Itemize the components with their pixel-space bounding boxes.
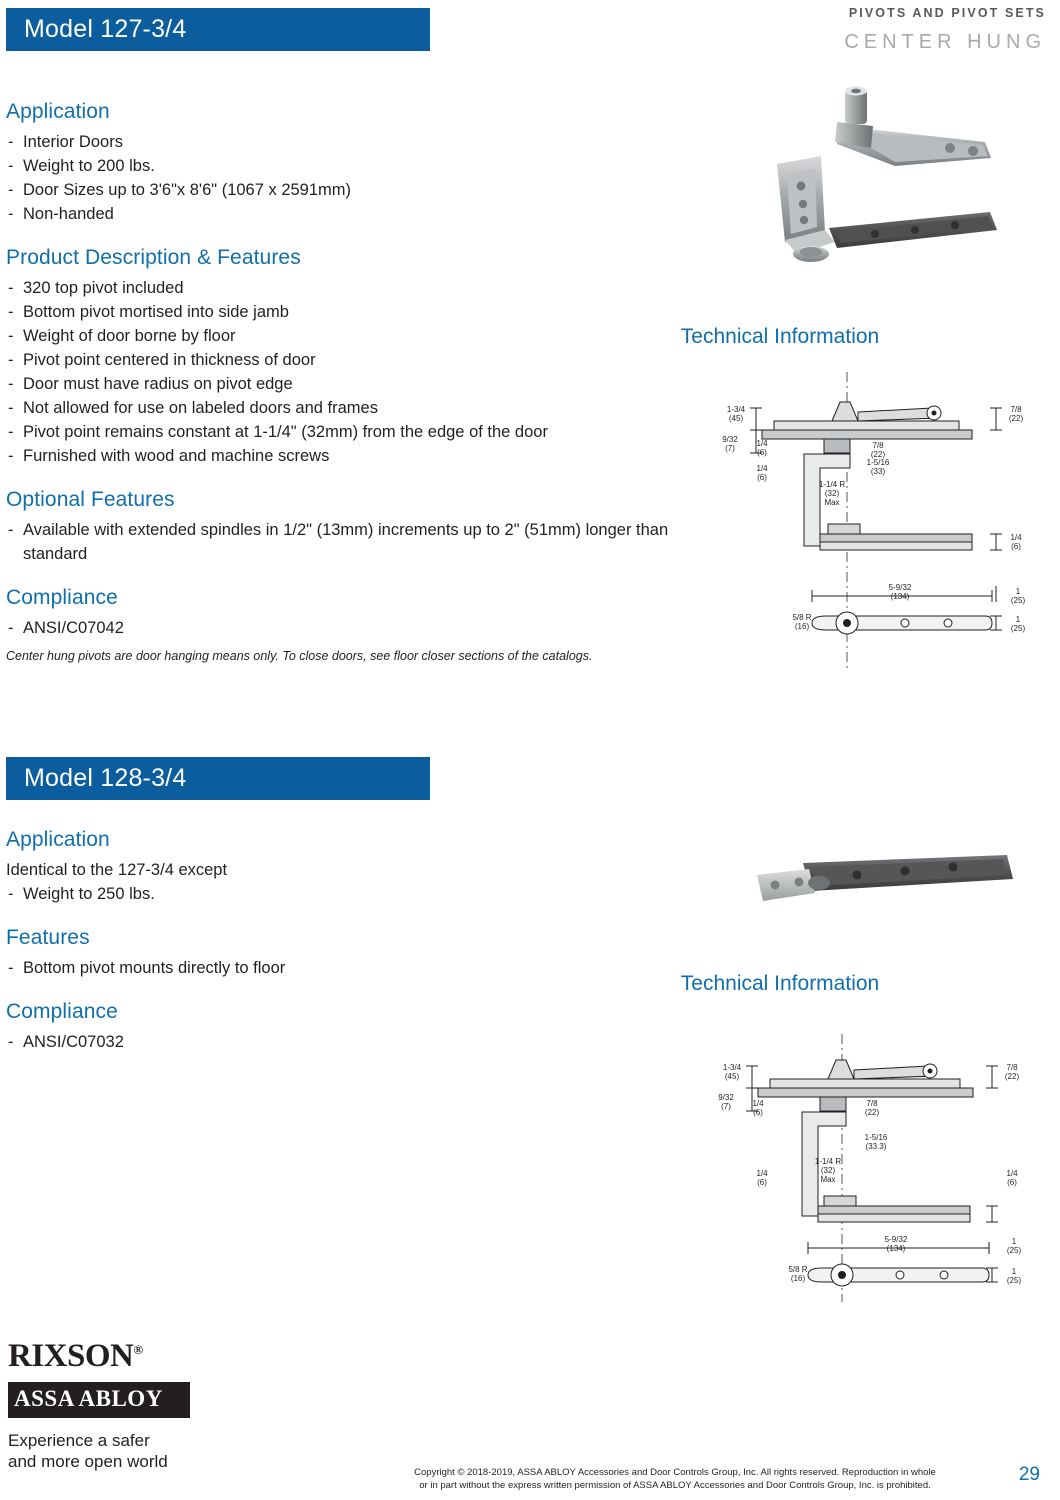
svg-text:(25): (25): [1006, 1246, 1022, 1255]
list-item: - Weight to 200 lbs.: [6, 154, 716, 178]
svg-text:(22): (22): [1004, 1072, 1020, 1081]
svg-text:(22): (22): [1008, 414, 1024, 423]
features-heading-1: Product Description & Features: [6, 246, 301, 269]
svg-text:(22): (22): [864, 1108, 880, 1117]
center-hung-note: Center hung pivots are door hanging means only. To close doors, see floor closer sections of the catalogs.: [6, 649, 593, 663]
svg-text:1/4: 1/4: [756, 464, 768, 473]
svg-text:(7): (7): [721, 1102, 731, 1111]
list-item: - Not allowed for use on labeled doors and frames: [6, 396, 716, 420]
svg-text:1/4: 1/4: [756, 1169, 768, 1178]
svg-text:1-5/16: 1-5/16: [864, 1133, 888, 1142]
technical-drawing-127: [700, 368, 1050, 678]
header-title: CENTER HUNG: [844, 31, 1046, 53]
svg-text:(22): (22): [870, 450, 886, 459]
svg-text:(45): (45): [728, 414, 744, 423]
list-item: - ANSI/C07032: [6, 1030, 716, 1054]
svg-text:(134): (134): [886, 1244, 906, 1253]
model-127-text-column: [6, 100, 716, 664]
rixson-logo: RIXSON®: [8, 1338, 143, 1374]
svg-text:5-9/32: 5-9/32: [884, 1235, 908, 1244]
features-heading-2: Features: [6, 926, 90, 949]
svg-text:1/4: 1/4: [756, 439, 768, 448]
svg-text:5-9/32: 5-9/32: [888, 583, 912, 592]
svg-text:(25): (25): [1010, 596, 1026, 605]
svg-text:1/4: 1/4: [752, 1099, 764, 1108]
product-photo-128: [745, 845, 1035, 925]
svg-text:7/8: 7/8: [1006, 1063, 1018, 1072]
footer-tagline: [8, 1430, 208, 1472]
svg-text:1/4: 1/4: [1010, 533, 1022, 542]
svg-text:9/32: 9/32: [722, 435, 738, 444]
compliance-list-1: [6, 616, 716, 640]
tagline-line-1: Experience a safer: [8, 1431, 150, 1450]
svg-text:(6): (6): [757, 473, 767, 482]
svg-text:(33.3): (33.3): [865, 1142, 887, 1151]
compliance-list-2: [6, 1030, 716, 1054]
optional-features-list-1: [6, 518, 716, 566]
svg-text:1-5/16: 1-5/16: [866, 458, 890, 467]
dim-label: 1-3/4: [726, 405, 746, 414]
page-header: [844, 6, 1046, 54]
compliance-heading-2: Compliance: [6, 1000, 118, 1023]
registered-mark: ®: [133, 1342, 143, 1357]
model-128-text-column: [6, 828, 716, 1074]
list-item: - Bottom pivot mortised into side jamb: [6, 300, 716, 324]
svg-text:(6): (6): [753, 1108, 763, 1117]
application-intro: Identical to the 127-3/4 except: [6, 861, 228, 879]
svg-text:Max: Max: [824, 498, 840, 507]
list-item: - Door Sizes up to 3'6"x 8'6" (1067 x 2591mm): [6, 178, 716, 202]
optional-features-heading-1: Optional Features: [6, 488, 175, 511]
technical-information-heading-1: Technical Information: [680, 325, 880, 348]
svg-text:7/8: 7/8: [1010, 405, 1022, 414]
tagline-line-2: and more open world: [8, 1452, 168, 1471]
copyright-line-2: or in part without the express written permission of ASSA ABLOY Accessories and Door Controls Group, Inc. is prohibited.: [419, 1480, 931, 1491]
svg-text:(32): (32): [820, 1166, 836, 1175]
list-item: - Weight of door borne by floor: [6, 324, 716, 348]
list-item: - Pivot point centered in thickness of door: [6, 348, 716, 372]
list-item: - ANSI/C07042: [6, 616, 716, 640]
svg-text:5/8 R: 5/8 R: [792, 613, 812, 622]
svg-text:Max: Max: [820, 1175, 836, 1184]
svg-text:(6): (6): [757, 1178, 767, 1187]
technical-information-heading-2: Technical Information: [680, 972, 880, 995]
svg-text:1: 1: [1011, 1237, 1017, 1246]
list-item: - Pivot point remains constant at 1-1/4" (32mm) from the edge of the door: [6, 420, 716, 444]
list-item: - Weight to 250 lbs.: [6, 882, 716, 906]
list-item: - Door must have radius on pivot edge: [6, 372, 716, 396]
page-number: 29: [1018, 1464, 1040, 1485]
list-item: - Furnished with wood and machine screws: [6, 444, 716, 468]
svg-text:(32): (32): [824, 489, 840, 498]
svg-text:(6): (6): [757, 448, 767, 457]
svg-text:(16): (16): [794, 622, 810, 631]
svg-text:1: 1: [1015, 587, 1021, 596]
svg-text:(7): (7): [725, 444, 735, 453]
svg-text:1: 1: [1015, 615, 1021, 624]
svg-text:(45): (45): [724, 1072, 740, 1081]
svg-text:1-3/4: 1-3/4: [722, 1063, 742, 1072]
list-item: - Bottom pivot mounts directly to floor: [6, 956, 716, 980]
copyright-notice: [380, 1466, 970, 1492]
svg-text:1/4: 1/4: [1006, 1169, 1018, 1178]
assa-abloy-logo: ASSA ABLOY: [8, 1382, 190, 1418]
application-heading-1: Application: [6, 100, 110, 123]
svg-text:(25): (25): [1010, 624, 1026, 633]
svg-text:1-1/4 R: 1-1/4 R: [814, 1157, 842, 1166]
svg-text:(16): (16): [790, 1274, 806, 1283]
application-list-2: [6, 858, 716, 906]
svg-text:9/32: 9/32: [718, 1093, 734, 1102]
footer-logo-block: [8, 1338, 208, 1472]
svg-text:5/8 R: 5/8 R: [788, 1265, 808, 1274]
svg-text:(6): (6): [1011, 542, 1021, 551]
model-127-title-bar: Model 127-3/4: [6, 8, 430, 51]
svg-text:1-1/4 R: 1-1/4 R: [818, 480, 846, 489]
svg-text:(134): (134): [890, 592, 910, 601]
list-item: - Interior Doors: [6, 130, 716, 154]
svg-text:(6): (6): [1007, 1178, 1017, 1187]
application-list-1: [6, 130, 716, 226]
list-item: - Available with extended spindles in 1/2" (13mm) increments up to 2" (51mm) longer than standard: [6, 518, 716, 566]
svg-text:7/8: 7/8: [866, 1099, 878, 1108]
list-item: - 320 top pivot included: [6, 276, 716, 300]
model-128-title-bar: Model 128-3/4: [6, 757, 430, 800]
svg-text:(33): (33): [870, 467, 886, 476]
svg-text:7/8: 7/8: [872, 441, 884, 450]
header-kicker: PIVOTS AND PIVOT SETS: [848, 6, 1046, 20]
compliance-heading-1: Compliance: [6, 586, 118, 609]
features-list-1: [6, 276, 716, 468]
list-item: - Non-handed: [6, 202, 716, 226]
application-heading-2: Application: [6, 828, 110, 851]
product-photo-127: [745, 82, 1035, 282]
technical-drawing-128: [700, 1030, 1050, 1310]
svg-text:1: 1: [1011, 1267, 1017, 1276]
copyright-line-1: Copyright © 2018-2019, ASSA ABLOY Accessories and Door Controls Group, Inc. All rights reserved. Reproduction in whole: [414, 1467, 936, 1478]
svg-text:(25): (25): [1006, 1276, 1022, 1285]
